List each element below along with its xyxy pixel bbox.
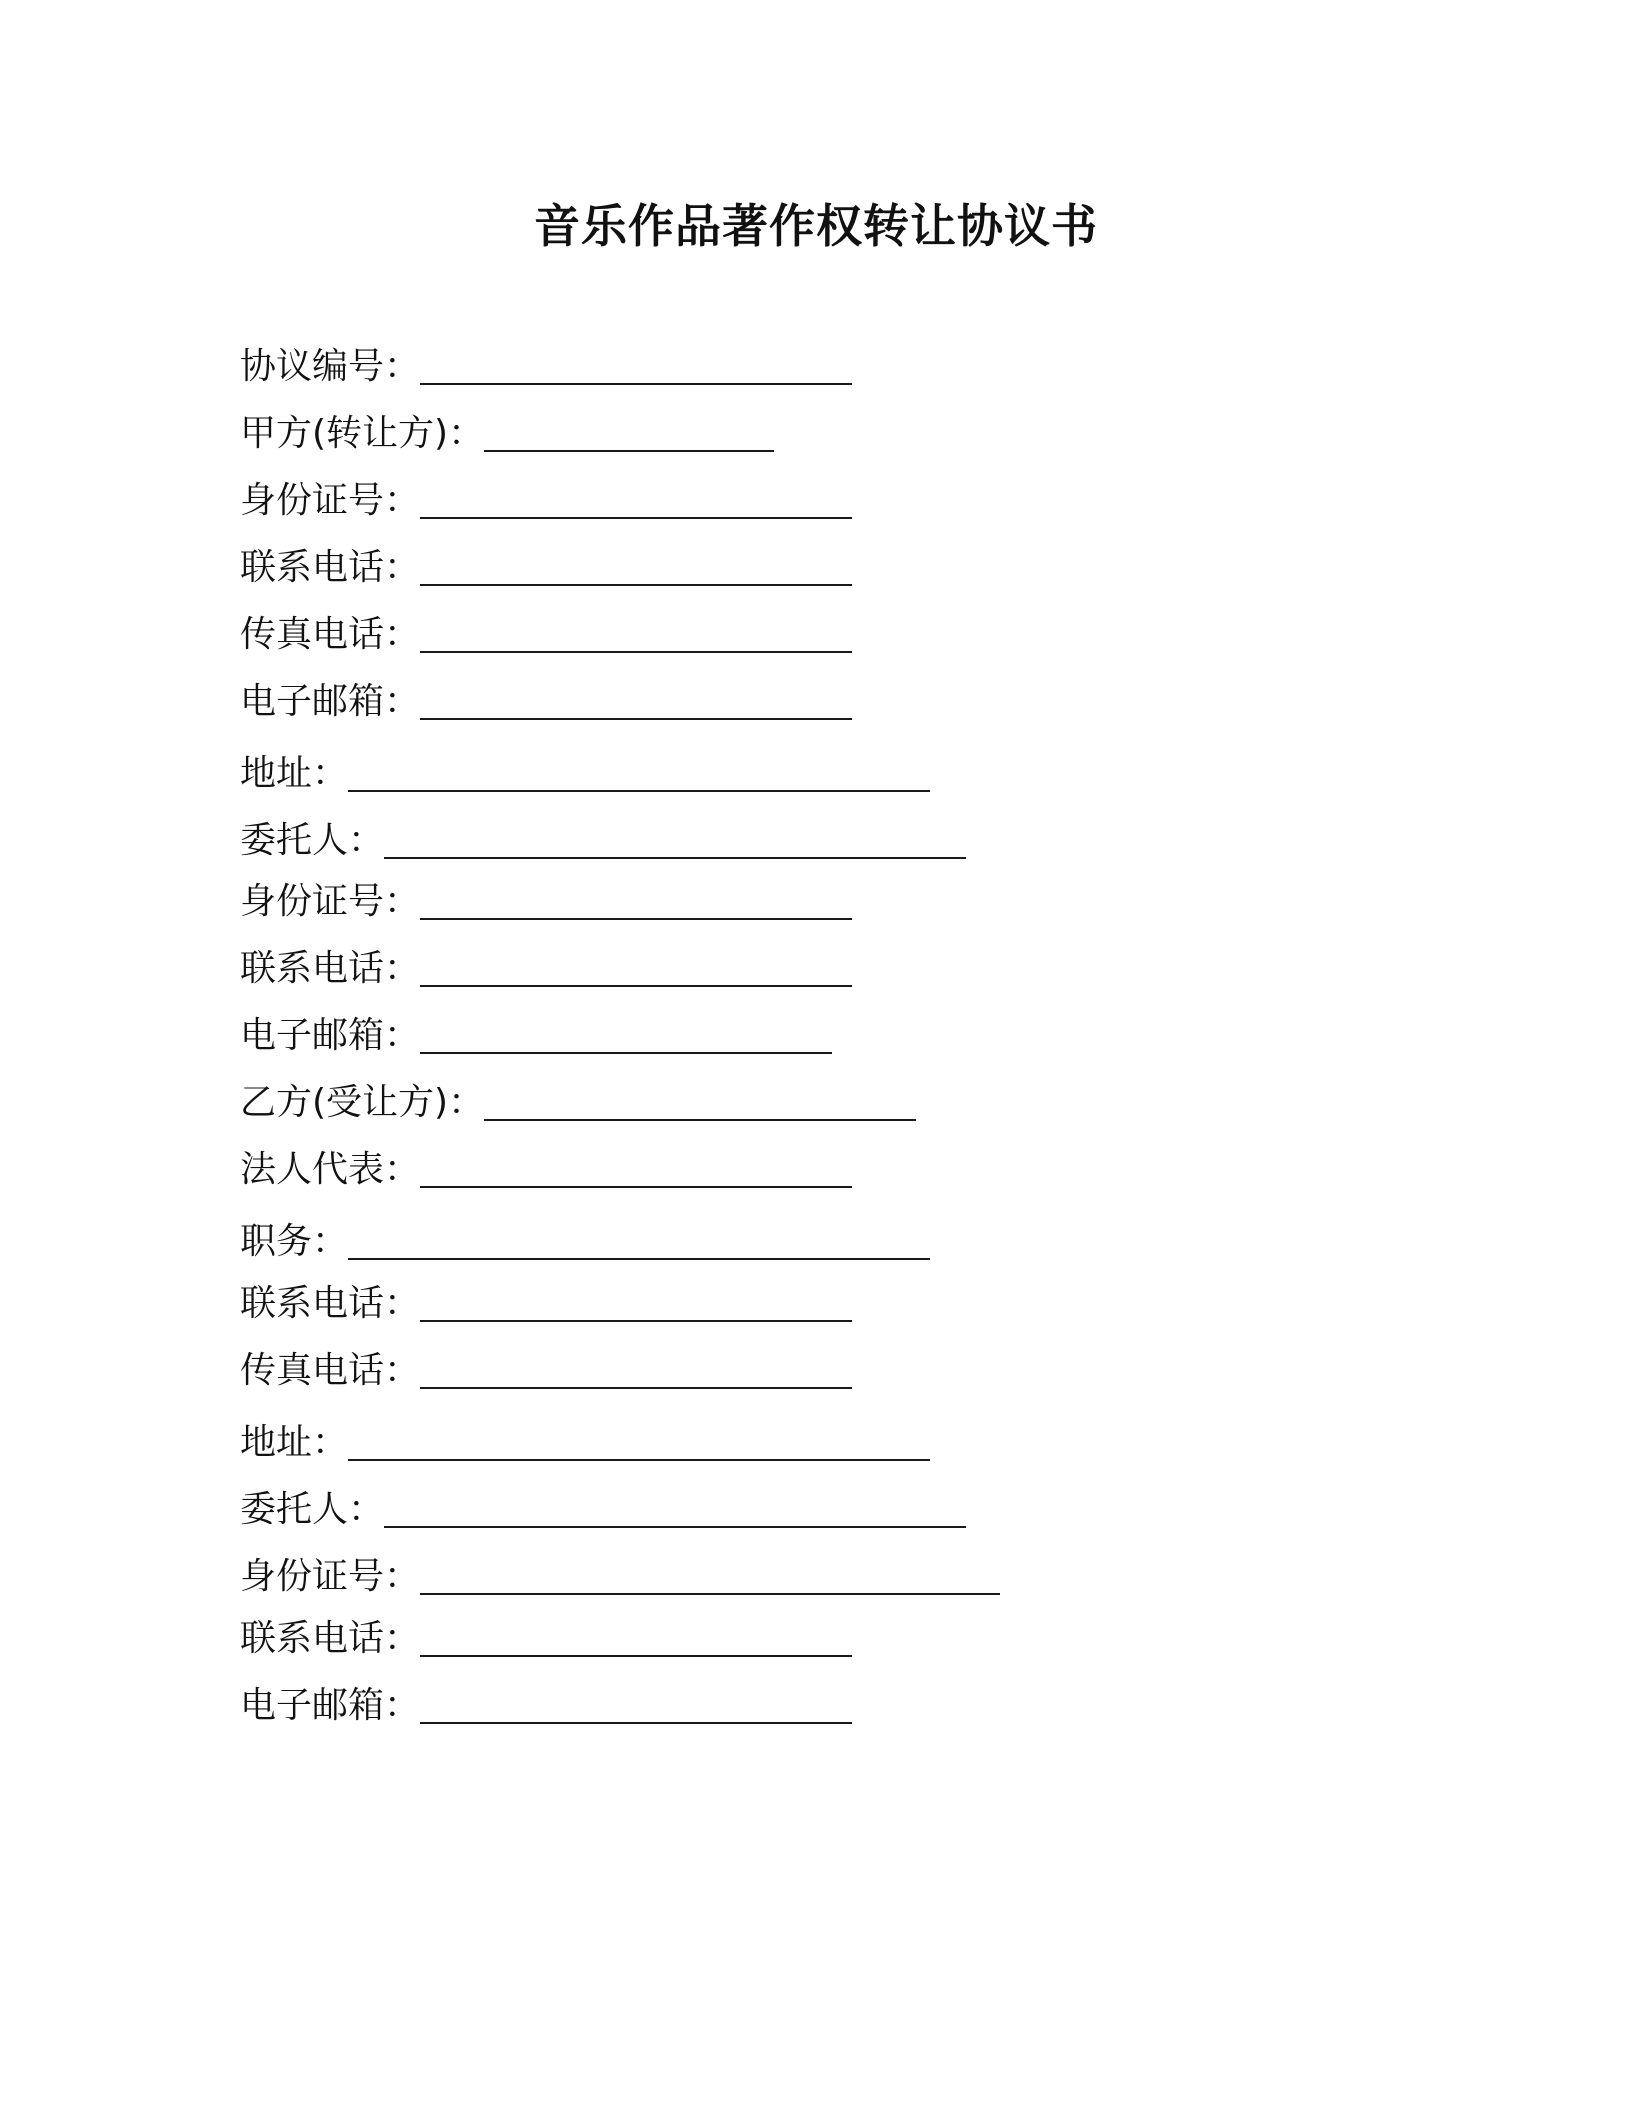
field-label: 甲方(转让方)： <box>240 413 485 454</box>
field-label: 地址： <box>240 1422 349 1463</box>
field-label: 协议编号： <box>240 346 421 387</box>
blank-line[interactable] <box>420 351 852 385</box>
field-label: 法人代表： <box>240 1149 421 1190</box>
blank-line[interactable] <box>484 1087 916 1121</box>
blank-line[interactable] <box>420 953 852 987</box>
field-party-b-agent-email <box>240 1682 852 1730</box>
blank-line[interactable] <box>384 1494 966 1528</box>
field-label: 电子邮箱： <box>240 681 421 722</box>
field-label: 地址： <box>240 753 349 794</box>
blank-line[interactable] <box>348 1427 930 1461</box>
field-label: 联系电话： <box>240 948 421 989</box>
field-label: 委托人： <box>240 820 385 861</box>
field-label: 电子邮箱： <box>240 1015 421 1056</box>
blank-line[interactable] <box>420 1690 852 1724</box>
blank-line[interactable] <box>420 1561 1000 1595</box>
field-party-b-agent <box>240 1486 966 1534</box>
blank-line[interactable] <box>420 485 852 519</box>
field-label: 身份证号： <box>240 881 421 922</box>
field-party-b-position <box>240 1218 930 1266</box>
field-party-a-fax <box>240 611 852 659</box>
blank-line[interactable] <box>348 1226 930 1260</box>
field-party-a-agent <box>240 817 966 865</box>
blank-line[interactable] <box>484 418 774 452</box>
blank-line[interactable] <box>420 1623 852 1657</box>
blank-line[interactable] <box>348 758 930 792</box>
blank-line[interactable] <box>420 1288 852 1322</box>
field-label: 电子邮箱： <box>240 1685 421 1726</box>
field-label: 联系电话： <box>240 547 421 588</box>
field-party-a-email <box>240 678 852 726</box>
field-label: 联系电话： <box>240 1618 421 1659</box>
field-party-a-agent-phone <box>240 945 852 993</box>
field-party-b-agent-id <box>240 1553 1000 1601</box>
blank-line[interactable] <box>420 619 852 653</box>
field-agreement-number <box>240 343 852 391</box>
field-party-b-legal-rep <box>240 1146 852 1194</box>
blank-line[interactable] <box>420 1020 832 1054</box>
field-party-b-address <box>240 1419 930 1467</box>
field-party-a-phone <box>240 544 852 592</box>
field-party-a-agent-email <box>240 1012 832 1060</box>
field-party-b-agent-phone <box>240 1615 852 1663</box>
field-label: 身份证号： <box>240 1556 421 1597</box>
blank-line[interactable] <box>420 1154 852 1188</box>
field-party-a-id <box>240 477 852 525</box>
field-party-a-address <box>240 750 930 798</box>
blank-line[interactable] <box>420 686 852 720</box>
field-label: 委托人： <box>240 1489 385 1530</box>
field-label: 乙方(受让方)： <box>240 1082 485 1123</box>
document-title: 音乐作品著作权转让协议书 <box>534 199 1098 253</box>
blank-line[interactable] <box>384 825 966 859</box>
field-party-b-fax <box>240 1347 852 1395</box>
field-label: 传真电话： <box>240 1350 421 1391</box>
field-party-a <box>240 410 774 458</box>
field-label: 身份证号： <box>240 480 421 521</box>
field-label: 职务： <box>240 1221 349 1262</box>
blank-line[interactable] <box>420 1355 852 1389</box>
field-party-b <box>240 1079 916 1127</box>
blank-line[interactable] <box>420 552 852 586</box>
field-party-b-phone <box>240 1280 852 1328</box>
blank-line[interactable] <box>420 886 852 920</box>
field-label: 联系电话： <box>240 1283 421 1324</box>
field-label: 传真电话： <box>240 614 421 655</box>
field-party-a-agent-id <box>240 878 852 926</box>
